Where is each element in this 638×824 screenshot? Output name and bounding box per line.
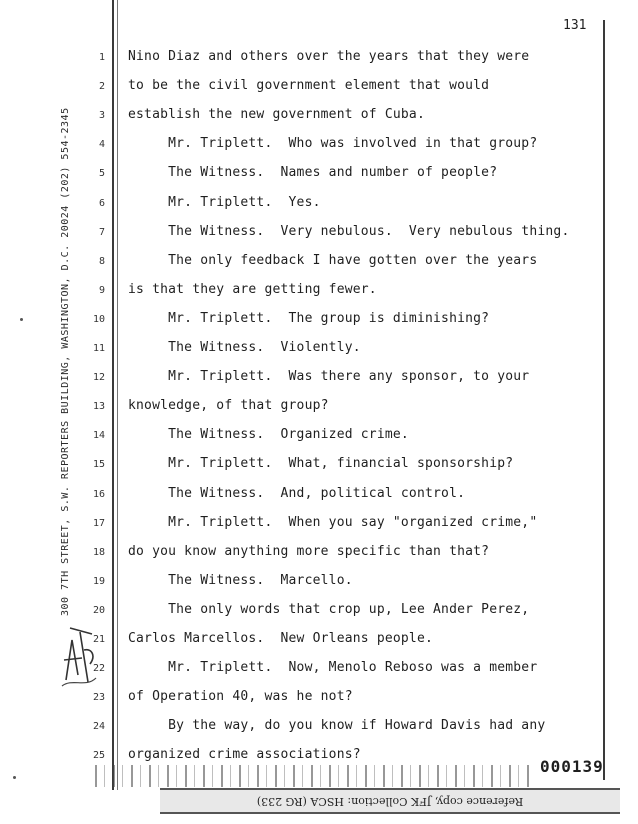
line-number: 3 [98, 110, 105, 122]
line-number: 10 [92, 313, 105, 325]
margin-rule-left-inner [117, 0, 118, 790]
line-number: 2 [98, 81, 105, 93]
transcript-line: is that they are getting fewer. [128, 281, 377, 297]
line-number: 18 [92, 546, 105, 558]
line-number: 14 [92, 430, 105, 442]
line-number: 9 [98, 284, 105, 296]
transcript-line: The Witness. Marcello. [128, 572, 353, 588]
line-number: 5 [98, 168, 105, 180]
margin-rule-right [603, 20, 605, 780]
transcript-line: The Witness. Organized crime. [128, 427, 409, 443]
line-number: 15 [92, 459, 105, 471]
page-number: 131 [563, 18, 587, 33]
transcript-line: The Witness. And, political control. [128, 485, 466, 501]
reporter-address: 300 7TH STREET, S.W. REPORTERS BUILDING, WASHINGTON, D.C. 20024 (202) 554-2345 [60, 107, 71, 616]
line-number: 1 [98, 52, 105, 63]
line-number: 4 [98, 139, 105, 151]
transcript-line: The only feedback I have gotten over the years [128, 252, 538, 268]
transcript-line: to be the civil government element that would [128, 78, 490, 94]
transcript-line: Mr. Triplett. When you say "organized crime," [128, 514, 538, 530]
line-number: 6 [98, 197, 105, 209]
line-number: 24 [92, 721, 105, 733]
line-number: 16 [92, 488, 105, 500]
scan-speck [13, 776, 16, 779]
transcript-line: Mr. Triplett. Was there any sponsor, to your [128, 369, 530, 385]
transcript-line: The Witness. Violently. [128, 340, 361, 355]
transcript-line: Mr. Triplett. Yes. [128, 194, 321, 210]
document-id: 000139 [540, 757, 604, 776]
line-number: 21 [92, 634, 105, 645]
transcript-line: knowledge, of that group? [128, 398, 329, 414]
line-number: 11 [92, 343, 105, 354]
line-number: 22 [92, 663, 105, 675]
transcript-line: By the way, do you know if Howard Davis had any [128, 718, 546, 734]
transcript-line: Mr. Triplett. What, financial sponsorship? [128, 456, 514, 472]
line-number: 17 [92, 517, 105, 529]
line-number: 20 [92, 604, 105, 616]
transcript-line: establish the new government of Cuba. [128, 107, 425, 123]
transcript-line: Mr. Triplett. The group is diminishing? [128, 310, 490, 326]
transcript-line: Nino Diaz and others over the years that they were [128, 49, 530, 64]
handwritten-initials [58, 620, 100, 690]
line-number: 19 [92, 575, 105, 587]
line-number: 23 [92, 692, 105, 704]
transcript-line: do you know anything more specific than that? [128, 543, 490, 559]
line-number: 12 [92, 372, 105, 384]
margin-rule-left [112, 0, 114, 790]
transcript-line: Mr. Triplett. Now, Menolo Reboso was a member [128, 660, 538, 676]
transcript-line: organized crime associations? [128, 747, 361, 763]
transcript-line: The Witness. Very nebulous. Very nebulous thing. [128, 223, 570, 239]
line-number: 8 [98, 255, 105, 267]
line-number: 25 [92, 750, 105, 762]
transcript-line: The Witness. Names and number of people? [128, 165, 498, 181]
transcript-line: Mr. Triplett. Who was involved in that group? [128, 136, 538, 152]
line-number: 7 [98, 226, 105, 238]
archive-footer: Reference copy, JFK Collection: HSCA (RG 233) [160, 788, 620, 814]
transcript-line: of Operation 40, was he not? [128, 689, 353, 705]
line-number: 13 [92, 401, 105, 413]
scan-speck [20, 318, 23, 321]
transcript-line: The only words that crop up, Lee Ander Perez, [128, 601, 530, 617]
transcript-line: Carlos Marcellos. New Orleans people. [128, 631, 434, 646]
scan-artifact [95, 765, 535, 787]
